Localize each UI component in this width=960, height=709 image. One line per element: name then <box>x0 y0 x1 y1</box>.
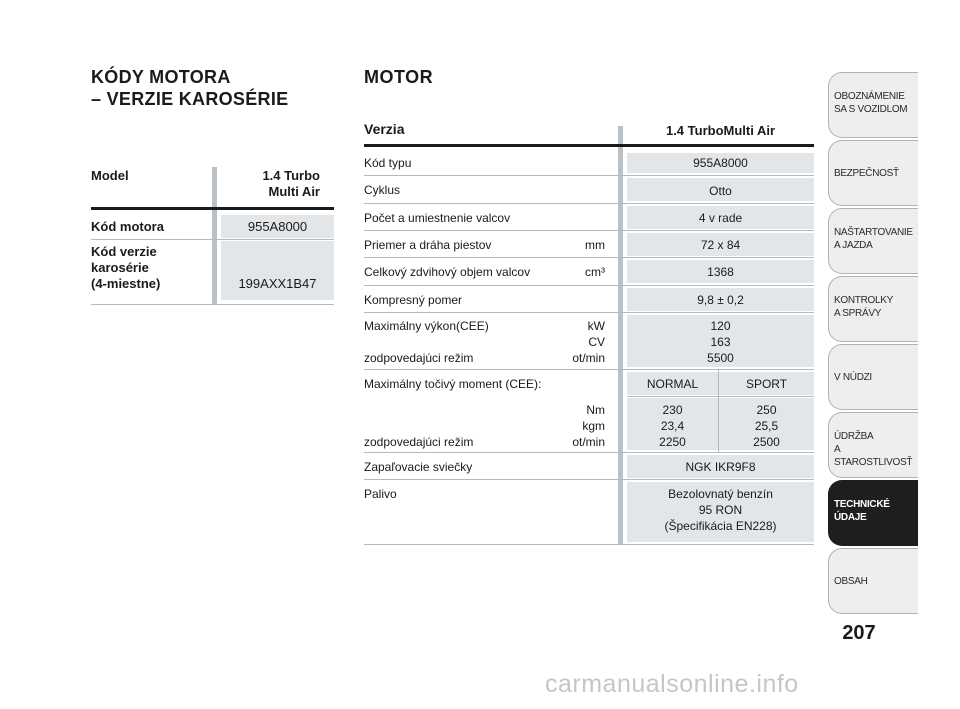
tab-technical-data[interactable] <box>828 480 918 546</box>
engine-code-value: 955A8000 <box>247 219 308 234</box>
model-label: Model <box>91 168 129 183</box>
header-rule <box>364 144 814 147</box>
row-rule <box>364 175 814 176</box>
row-rule <box>91 304 334 305</box>
displacement-label: Celkový zdvihový objem valcov <box>364 265 531 279</box>
power-rpm-label: zodpovedajúci režim <box>364 351 474 365</box>
torque-label: Maximálny točivý moment (CEE): <box>364 377 542 391</box>
power-unit-rpm: ot/min <box>572 351 605 365</box>
tab-label-line1: OBOZNÁMENIE <box>834 91 905 102</box>
tab-label-line1: BEZPEČNOSŤ <box>834 168 899 179</box>
fuel-value-line2: 95 RON <box>698 503 743 517</box>
row-rule <box>364 369 814 370</box>
tab-starting-driving[interactable] <box>828 208 918 274</box>
body-code-value: 199AXX1B47 <box>238 276 317 291</box>
tab-maintenance[interactable] <box>828 412 918 478</box>
tab-label-line1: OBSAH <box>834 576 868 587</box>
header-rule <box>91 207 334 210</box>
fuel-label: Palivo <box>364 487 397 501</box>
tab-label-line2: A STAROSTLIVOSŤ <box>834 444 913 468</box>
fuel-value-line1: Bezolovnatý benzín <box>668 487 773 501</box>
tab-getting-to-know[interactable] <box>828 72 918 138</box>
mode-normal-header: NORMAL <box>646 377 699 391</box>
torque-sport-rpm: 2500 <box>753 435 780 449</box>
row-rule <box>364 203 814 204</box>
fuel-value-line3: (Špecifikácia EN228) <box>664 519 777 533</box>
row-rule <box>627 396 814 397</box>
plugs-value: NGK IKR9F8 <box>685 460 756 474</box>
torque-sport-kgm: 25,5 <box>754 419 779 433</box>
row-rule <box>364 230 814 231</box>
tab-label-line2: SA S VOZIDLOM <box>834 104 908 115</box>
torque-rpm-label: zodpovedajúci režim <box>364 435 474 449</box>
section-title-line2: – VERZIE KAROSÉRIE <box>91 89 289 109</box>
body-code-label <box>91 244 160 292</box>
tab-contents[interactable] <box>828 548 918 614</box>
torque-normal-rpm: 2250 <box>659 435 686 449</box>
plugs-label: Zapaľovacie sviečky <box>364 460 473 474</box>
torque-unit-kgm: kgm <box>582 419 605 433</box>
row-rule <box>364 452 814 453</box>
displacement-unit: cm³ <box>585 265 605 279</box>
row-rule <box>364 479 814 480</box>
section-title-line1: KÓDY MOTORA <box>91 67 231 87</box>
power-unit-cv: CV <box>588 335 605 349</box>
section-title-engine-codes <box>91 66 288 110</box>
bore-value: 72 x 84 <box>700 238 741 252</box>
row-rule <box>364 285 814 286</box>
column-divider <box>212 167 217 304</box>
tab-label-line2: A SPRÁVY <box>834 308 882 319</box>
body-code-label-line1: Kód verzie <box>91 244 157 259</box>
body-code-label-line2: karosérie <box>91 260 149 275</box>
bore-label: Priemer a dráha piestov <box>364 238 492 252</box>
watermark: carmanualsonline.info <box>545 670 799 698</box>
cylinders-label: Počet a umiestnenie valcov <box>364 211 511 225</box>
engine-code-label: Kód motora <box>91 219 164 234</box>
row-rule <box>364 312 814 313</box>
tab-label-line1: V NÚDZI <box>834 372 872 383</box>
power-value-rpm: 5500 <box>707 351 734 365</box>
code-value: 955A8000 <box>693 156 748 170</box>
torque-unit-nm: Nm <box>586 403 605 417</box>
tab-warning-lights[interactable] <box>828 276 918 342</box>
cycle-value: Otto <box>709 184 732 198</box>
mode-sport-header: SPORT <box>745 377 788 391</box>
version-label: Verzia <box>364 121 405 137</box>
tab-emergency[interactable] <box>828 344 918 410</box>
column-divider <box>618 126 623 544</box>
model-value-line1: 1.4 Turbo <box>262 168 320 183</box>
tab-label-line1: NAŠTARTOVANIE <box>834 227 913 238</box>
torque-sport-nm: 250 <box>756 403 777 417</box>
power-label: Maximálny výkon(CEE) <box>364 319 489 333</box>
displacement-value: 1368 <box>707 265 734 279</box>
main-title: MOTOR <box>364 67 434 87</box>
compression-label: Kompresný pomer <box>364 293 463 307</box>
model-value <box>240 168 320 200</box>
tab-label-line1: ÚDRŽBA <box>834 431 874 442</box>
row-rule <box>91 239 334 240</box>
cycle-label: Cyklus <box>364 183 401 197</box>
bore-unit: mm <box>585 238 605 252</box>
power-value-kw: 120 <box>710 319 731 333</box>
torque-unit-rpm: ot/min <box>572 435 605 449</box>
row-rule <box>364 257 814 258</box>
tab-label-line2: ÚDAJE <box>834 512 867 523</box>
cylinders-value: 4 v rade <box>698 211 743 225</box>
model-value-line2: Multi Air <box>268 184 320 199</box>
page-number: 207 <box>842 622 876 644</box>
torque-normal-kgm: 23,4 <box>660 419 685 433</box>
tab-safety[interactable] <box>828 140 918 206</box>
row-rule <box>364 544 814 545</box>
compression-value: 9,8 ± 0,2 <box>697 293 744 307</box>
power-unit-kw: kW <box>587 319 605 333</box>
code-label: Kód typu <box>364 156 412 170</box>
version-value: 1.4 TurboMulti Air <box>665 123 776 138</box>
torque-normal-nm: 230 <box>662 403 683 417</box>
power-value-cv: 163 <box>710 335 731 349</box>
tab-label-line2: A JAZDA <box>834 240 873 251</box>
body-code-label-line3: (4-miestne) <box>91 276 161 291</box>
tab-label-line1: KONTROLKY <box>834 295 893 306</box>
tab-label-line1: TECHNICKÉ <box>834 499 890 510</box>
